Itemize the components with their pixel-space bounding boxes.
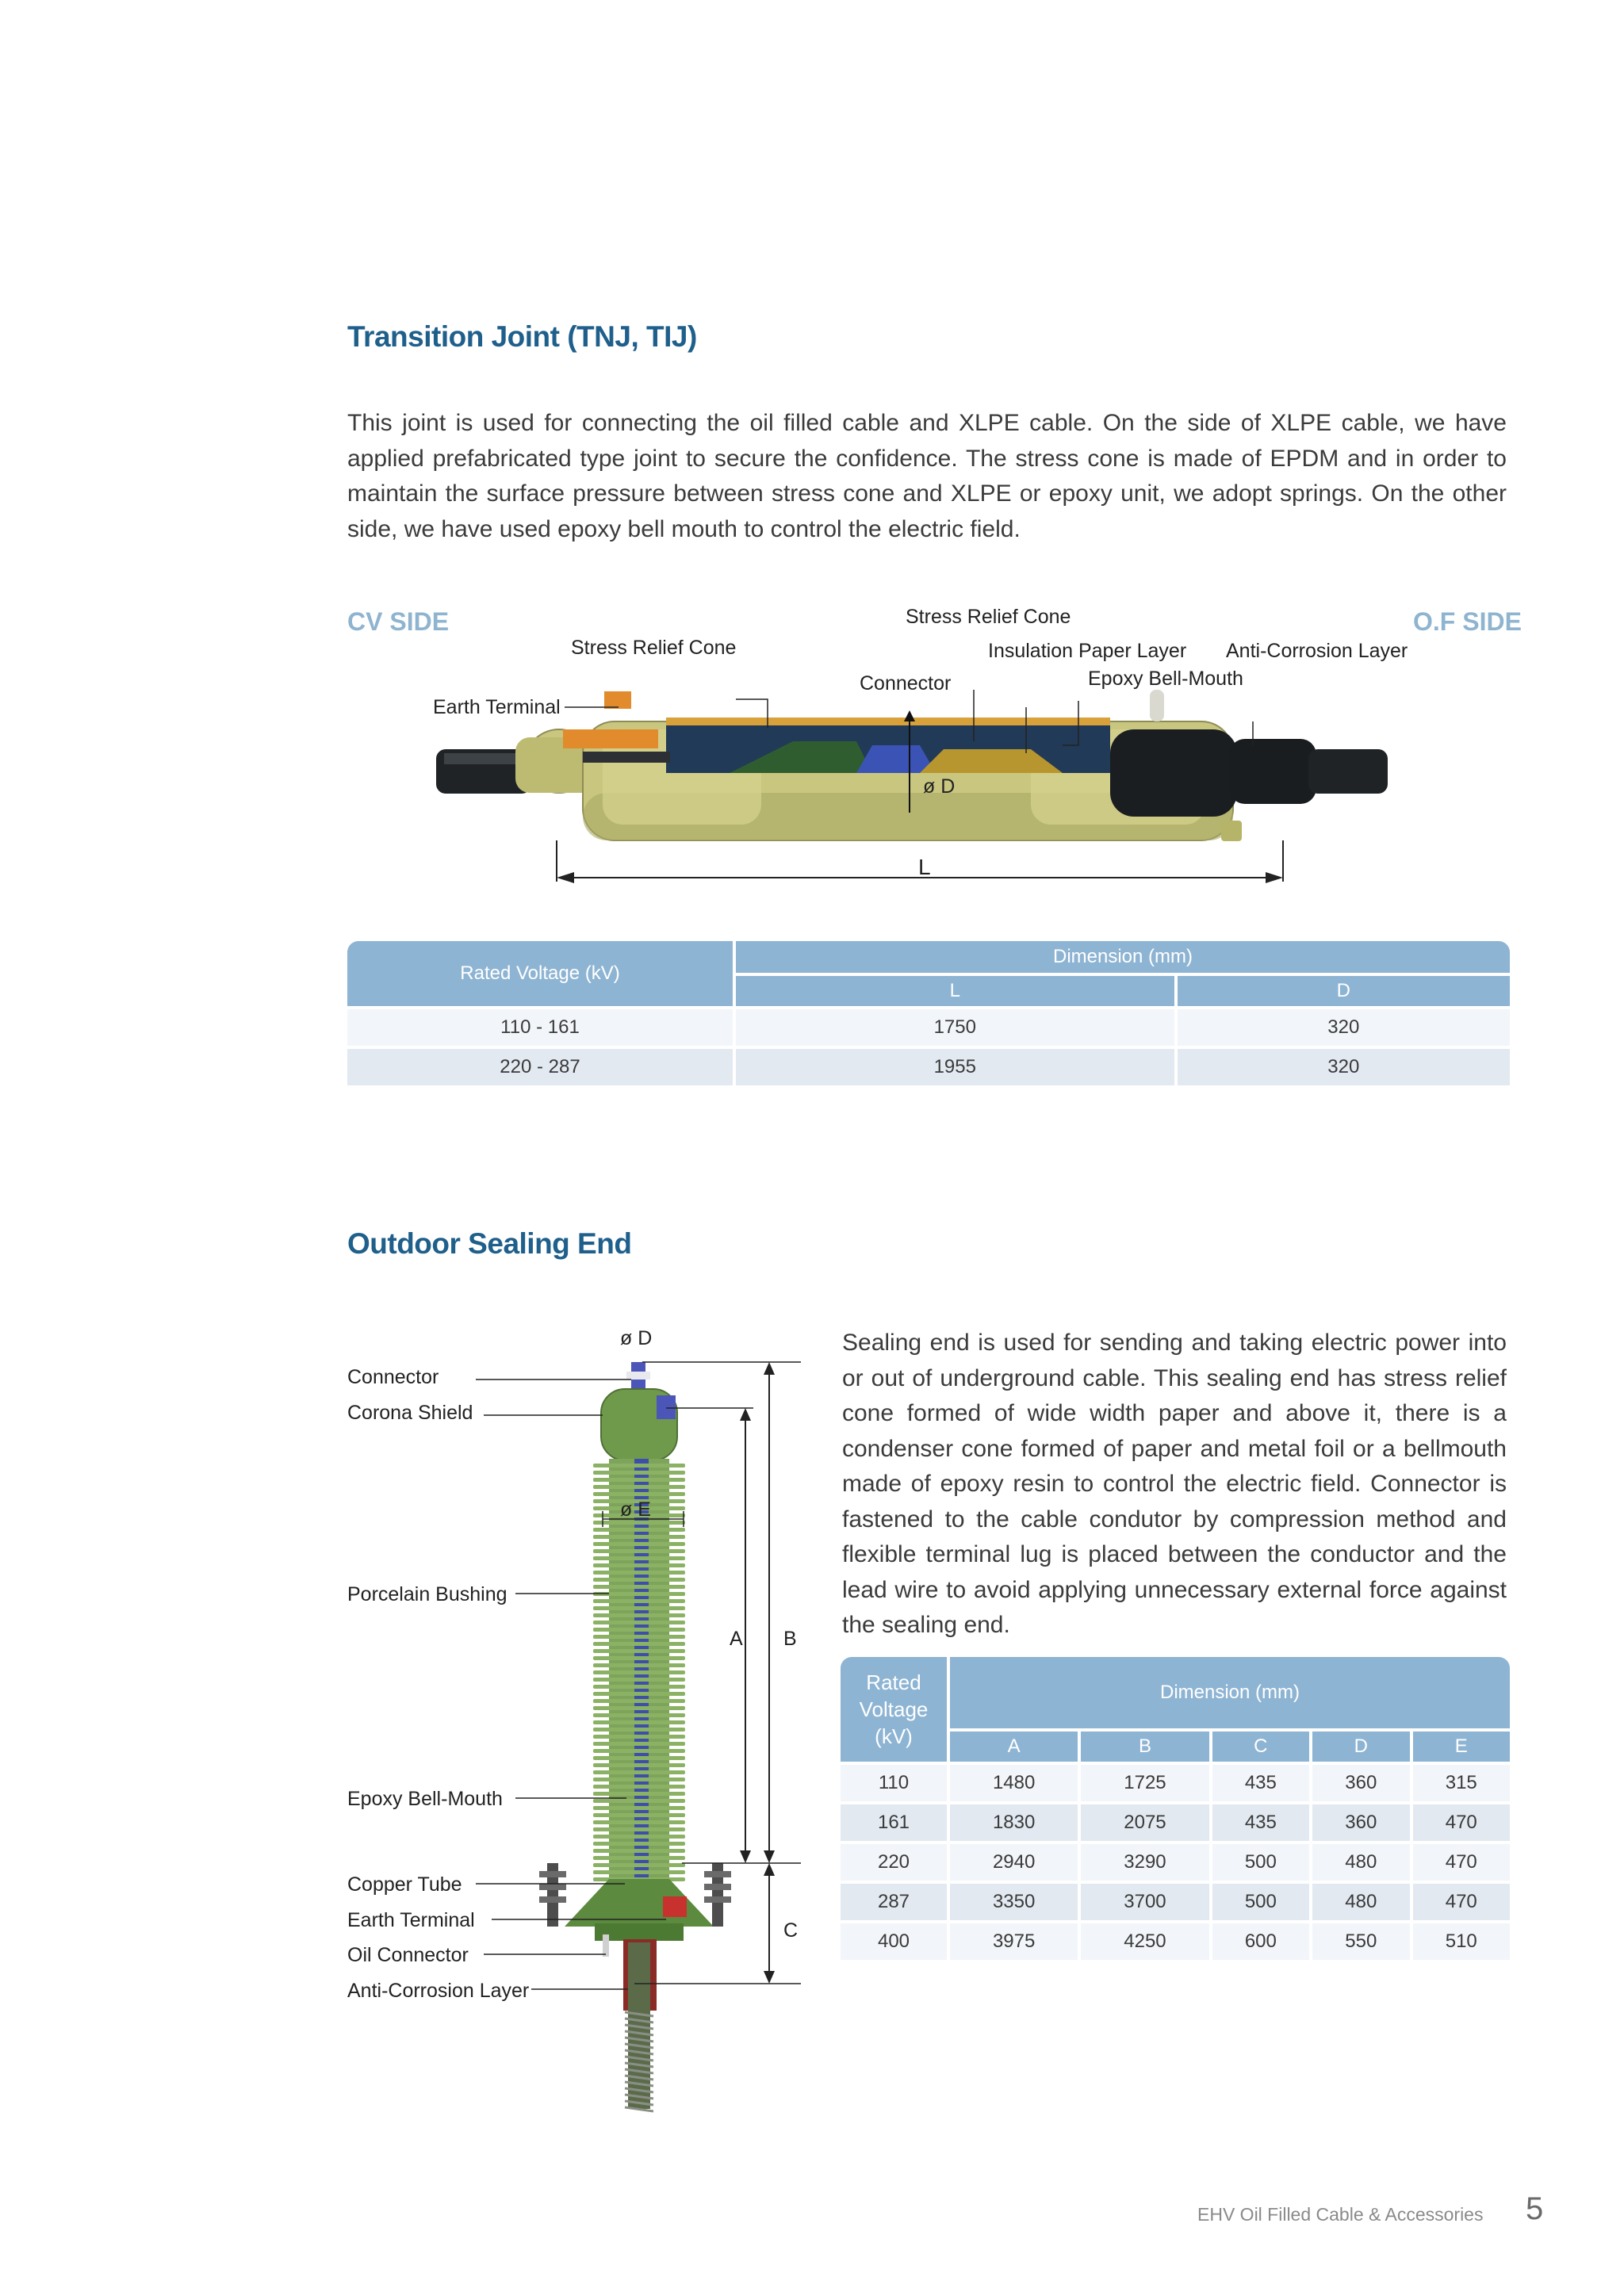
bushing-shed bbox=[593, 1535, 685, 1539]
bushing-shed bbox=[593, 1706, 685, 1710]
th-d: D bbox=[1178, 976, 1510, 1006]
label-dim-c: C bbox=[783, 1919, 799, 1942]
table-cell: 161 bbox=[841, 1804, 947, 1841]
bushing-shed bbox=[593, 1464, 685, 1468]
tnj-title: Transition Joint (TNJ, TIJ) bbox=[347, 320, 697, 353]
th-rated-voltage: Rated Voltage (kV) bbox=[347, 941, 733, 1006]
bushing-shed bbox=[593, 1749, 685, 1753]
bushing-shed bbox=[593, 1870, 685, 1874]
label-copper-tube: Copper Tube bbox=[347, 1873, 462, 1896]
bushing-shed bbox=[593, 1613, 685, 1617]
ose-dimension-table bbox=[837, 1654, 1513, 1963]
table-row: 220 - 287 1955 320 bbox=[347, 1049, 1510, 1085]
table-row bbox=[841, 1884, 1510, 1920]
table-cell: 1480 bbox=[950, 1765, 1078, 1801]
page-number: 5 bbox=[1526, 2191, 1544, 2226]
bushing-shed bbox=[593, 1756, 685, 1760]
bushing-shed bbox=[593, 1827, 685, 1831]
bushing-shed bbox=[593, 1856, 685, 1860]
bushing-shed bbox=[593, 1863, 685, 1867]
th-dimension: Dimension (mm) bbox=[736, 941, 1510, 973]
cv-side-label: CV SIDE bbox=[347, 607, 450, 636]
bushing-shed bbox=[593, 1692, 685, 1696]
bushing-shed bbox=[593, 1478, 685, 1482]
bushing-shed bbox=[593, 1621, 685, 1624]
bushing-shed bbox=[593, 1585, 685, 1589]
table-cell: 110 bbox=[841, 1765, 947, 1801]
table-cell: 1725 bbox=[1081, 1765, 1208, 1801]
of-cable-end bbox=[1308, 749, 1388, 794]
support-insulator-right bbox=[704, 1863, 731, 1927]
table-cell: 2075 bbox=[1081, 1804, 1208, 1841]
th-d: D bbox=[1312, 1732, 1409, 1762]
earth-terminal-block bbox=[604, 691, 631, 709]
bushing-shed bbox=[593, 1492, 685, 1496]
label-anti-corrosion: Anti-Corrosion Layer bbox=[347, 1980, 530, 2002]
bushing-shed bbox=[593, 1678, 685, 1682]
bushing-shed bbox=[593, 1792, 685, 1796]
bushing-shed bbox=[593, 1556, 685, 1560]
table-cell: 400 bbox=[841, 1923, 947, 1960]
table-cell: 470 bbox=[1413, 1804, 1510, 1841]
table-cell: 287 bbox=[841, 1884, 947, 1920]
table-cell: 510 bbox=[1413, 1923, 1510, 1960]
table-cell: 360 bbox=[1312, 1765, 1409, 1801]
table-row bbox=[841, 1923, 1510, 1960]
bushing-shed bbox=[593, 1770, 685, 1774]
ose-title: Outdoor Sealing End bbox=[347, 1227, 632, 1260]
label-dim-a: A bbox=[730, 1628, 743, 1650]
label-epoxy-bell-mouth: Epoxy Bell-Mouth bbox=[347, 1788, 503, 1810]
table-cell: 550 bbox=[1312, 1923, 1409, 1960]
label-dim-d: ø D bbox=[620, 1327, 653, 1349]
bushing-shed bbox=[593, 1742, 685, 1746]
bushing-shed bbox=[593, 1835, 685, 1839]
bushing-shed bbox=[593, 1820, 685, 1824]
ose-paragraph: Sealing end is used for sending and taking electric power into or out of underground cable. This sealing end has stress relief cone formed of wide width paper and above it, there is a condenser cone formed of paper and metal foil or a bellmouth made of epoxy resin to control the electric field. Connector is fastened to the cable condutor by compression method and flexible terminal lug is placed between the conductor and the lead wire to avoid applying unnecessary external force against the sealing end. bbox=[842, 1330, 1507, 1638]
transition-joint-diagram bbox=[428, 674, 1396, 904]
label-porcelain-bushing: Porcelain Bushing bbox=[347, 1583, 508, 1605]
bushing-shed bbox=[593, 1685, 685, 1689]
label-anti-corrosion: Anti-Corrosion Layer bbox=[1226, 640, 1408, 662]
bushing-shed bbox=[593, 1713, 685, 1717]
table-cell: 2940 bbox=[950, 1844, 1078, 1881]
bushing-shed bbox=[593, 1735, 685, 1739]
bushing-shed bbox=[593, 1656, 685, 1660]
porcelain-bushing bbox=[593, 1459, 685, 1903]
bushing-shed bbox=[593, 1763, 685, 1767]
tnj-paragraph: This joint is used for connecting the oil filled cable and XLPE cable. On the side of XLPE cable, we have applied prefabricated type joint to secure the confidence. The stress cone is made of EPDM and in order to maintain the surface pressure between stress cone and XLPE or epoxy unit, we adopt springs. On the other side, we have used epoxy bell mouth to control the electric field. bbox=[347, 410, 1507, 542]
table-cell: 500 bbox=[1212, 1884, 1309, 1920]
table-cell: 435 bbox=[1212, 1765, 1309, 1801]
label-dim-e: ø E bbox=[620, 1498, 651, 1521]
label-corona-shield: Corona Shield bbox=[347, 1402, 473, 1424]
table-cell: 1830 bbox=[950, 1804, 1078, 1841]
table-cell: 480 bbox=[1312, 1844, 1409, 1881]
bushing-shed bbox=[593, 1471, 685, 1475]
footer-title: EHV Oil Filled Cable & Accessories bbox=[1197, 2204, 1484, 2225]
table-cell: 220 bbox=[841, 1844, 947, 1881]
bushing-shed bbox=[593, 1799, 685, 1803]
label-stress-relief-cone-top: Stress Relief Cone bbox=[906, 606, 1071, 628]
bushing-shed bbox=[593, 1777, 685, 1781]
bushing-shed bbox=[593, 1571, 685, 1575]
tnj-dimension-table bbox=[344, 938, 1513, 1089]
table-cell: 3700 bbox=[1081, 1884, 1208, 1920]
table-row: 110 - 161 1750 320 bbox=[347, 1009, 1510, 1046]
label-stress-relief-cone-left: Stress Relief Cone bbox=[571, 637, 737, 659]
table-cell: 435 bbox=[1212, 1804, 1309, 1841]
table-row bbox=[841, 1844, 1510, 1881]
bushing-shed bbox=[593, 1642, 685, 1646]
bushing-shed bbox=[593, 1542, 685, 1546]
bushing-shed bbox=[593, 1628, 685, 1632]
label-oil-connector: Oil Connector bbox=[347, 1944, 469, 1966]
label-dim-l: L bbox=[918, 855, 931, 879]
label-epoxy-bell-mouth: Epoxy Bell-Mouth bbox=[1088, 668, 1243, 690]
earth-terminal-block bbox=[663, 1896, 687, 1917]
th-a: A bbox=[950, 1732, 1078, 1762]
bushing-shed bbox=[593, 1663, 685, 1667]
bushing-shed bbox=[593, 1670, 685, 1674]
label-dim-d: ø D bbox=[923, 775, 956, 798]
table-cell: 600 bbox=[1212, 1923, 1309, 1960]
bushing-shed bbox=[593, 1849, 685, 1853]
bushing-shed bbox=[593, 1635, 685, 1639]
label-connector: Connector bbox=[347, 1366, 439, 1388]
th-c: C bbox=[1212, 1732, 1309, 1762]
label-insulation-paper: Insulation Paper Layer bbox=[988, 640, 1187, 662]
label-earth-terminal: Earth Terminal bbox=[433, 696, 561, 718]
table-cell: 4250 bbox=[1081, 1923, 1208, 1960]
table-cell: 3975 bbox=[950, 1923, 1078, 1960]
bushing-shed bbox=[593, 1699, 685, 1703]
table-cell: 470 bbox=[1413, 1844, 1510, 1881]
table-cell: 470 bbox=[1413, 1884, 1510, 1920]
th-l: L bbox=[736, 976, 1174, 1006]
table-cell: 480 bbox=[1312, 1884, 1409, 1920]
bushing-shed bbox=[593, 1528, 685, 1532]
bushing-shed bbox=[593, 1785, 685, 1789]
of-side-label: O.F SIDE bbox=[1413, 607, 1522, 636]
bushing-shed bbox=[593, 1485, 685, 1489]
bushing-shed bbox=[593, 1606, 685, 1610]
table-cell: 3350 bbox=[950, 1884, 1078, 1920]
bushing-shed bbox=[593, 1563, 685, 1567]
bushing-shed bbox=[593, 1806, 685, 1810]
table-cell: 500 bbox=[1212, 1844, 1309, 1881]
label-earth-terminal: Earth Terminal bbox=[347, 1909, 475, 1931]
bushing-shed bbox=[593, 1649, 685, 1653]
bushing-shed bbox=[593, 1728, 685, 1732]
table-cell: 315 bbox=[1413, 1765, 1510, 1801]
th-e: E bbox=[1413, 1732, 1510, 1762]
bushing-shed bbox=[593, 1599, 685, 1603]
th-dimension: Dimension (mm) bbox=[950, 1657, 1510, 1728]
label-connector: Connector bbox=[860, 672, 952, 695]
bushing-shed bbox=[593, 1578, 685, 1582]
bushing-shed bbox=[593, 1549, 685, 1553]
table-cell: 360 bbox=[1312, 1804, 1409, 1841]
bushing-shed bbox=[593, 1842, 685, 1846]
bushing-shed bbox=[593, 1813, 685, 1817]
table-row bbox=[841, 1765, 1510, 1801]
label-dim-b: B bbox=[783, 1628, 797, 1650]
th-b: B bbox=[1081, 1732, 1208, 1762]
table-cell: 3290 bbox=[1081, 1844, 1208, 1881]
support-insulator-left bbox=[539, 1863, 566, 1927]
th-rated-voltage: Rated Voltage (kV) bbox=[841, 1657, 947, 1762]
table-row bbox=[841, 1804, 1510, 1841]
bushing-shed bbox=[593, 1720, 685, 1724]
